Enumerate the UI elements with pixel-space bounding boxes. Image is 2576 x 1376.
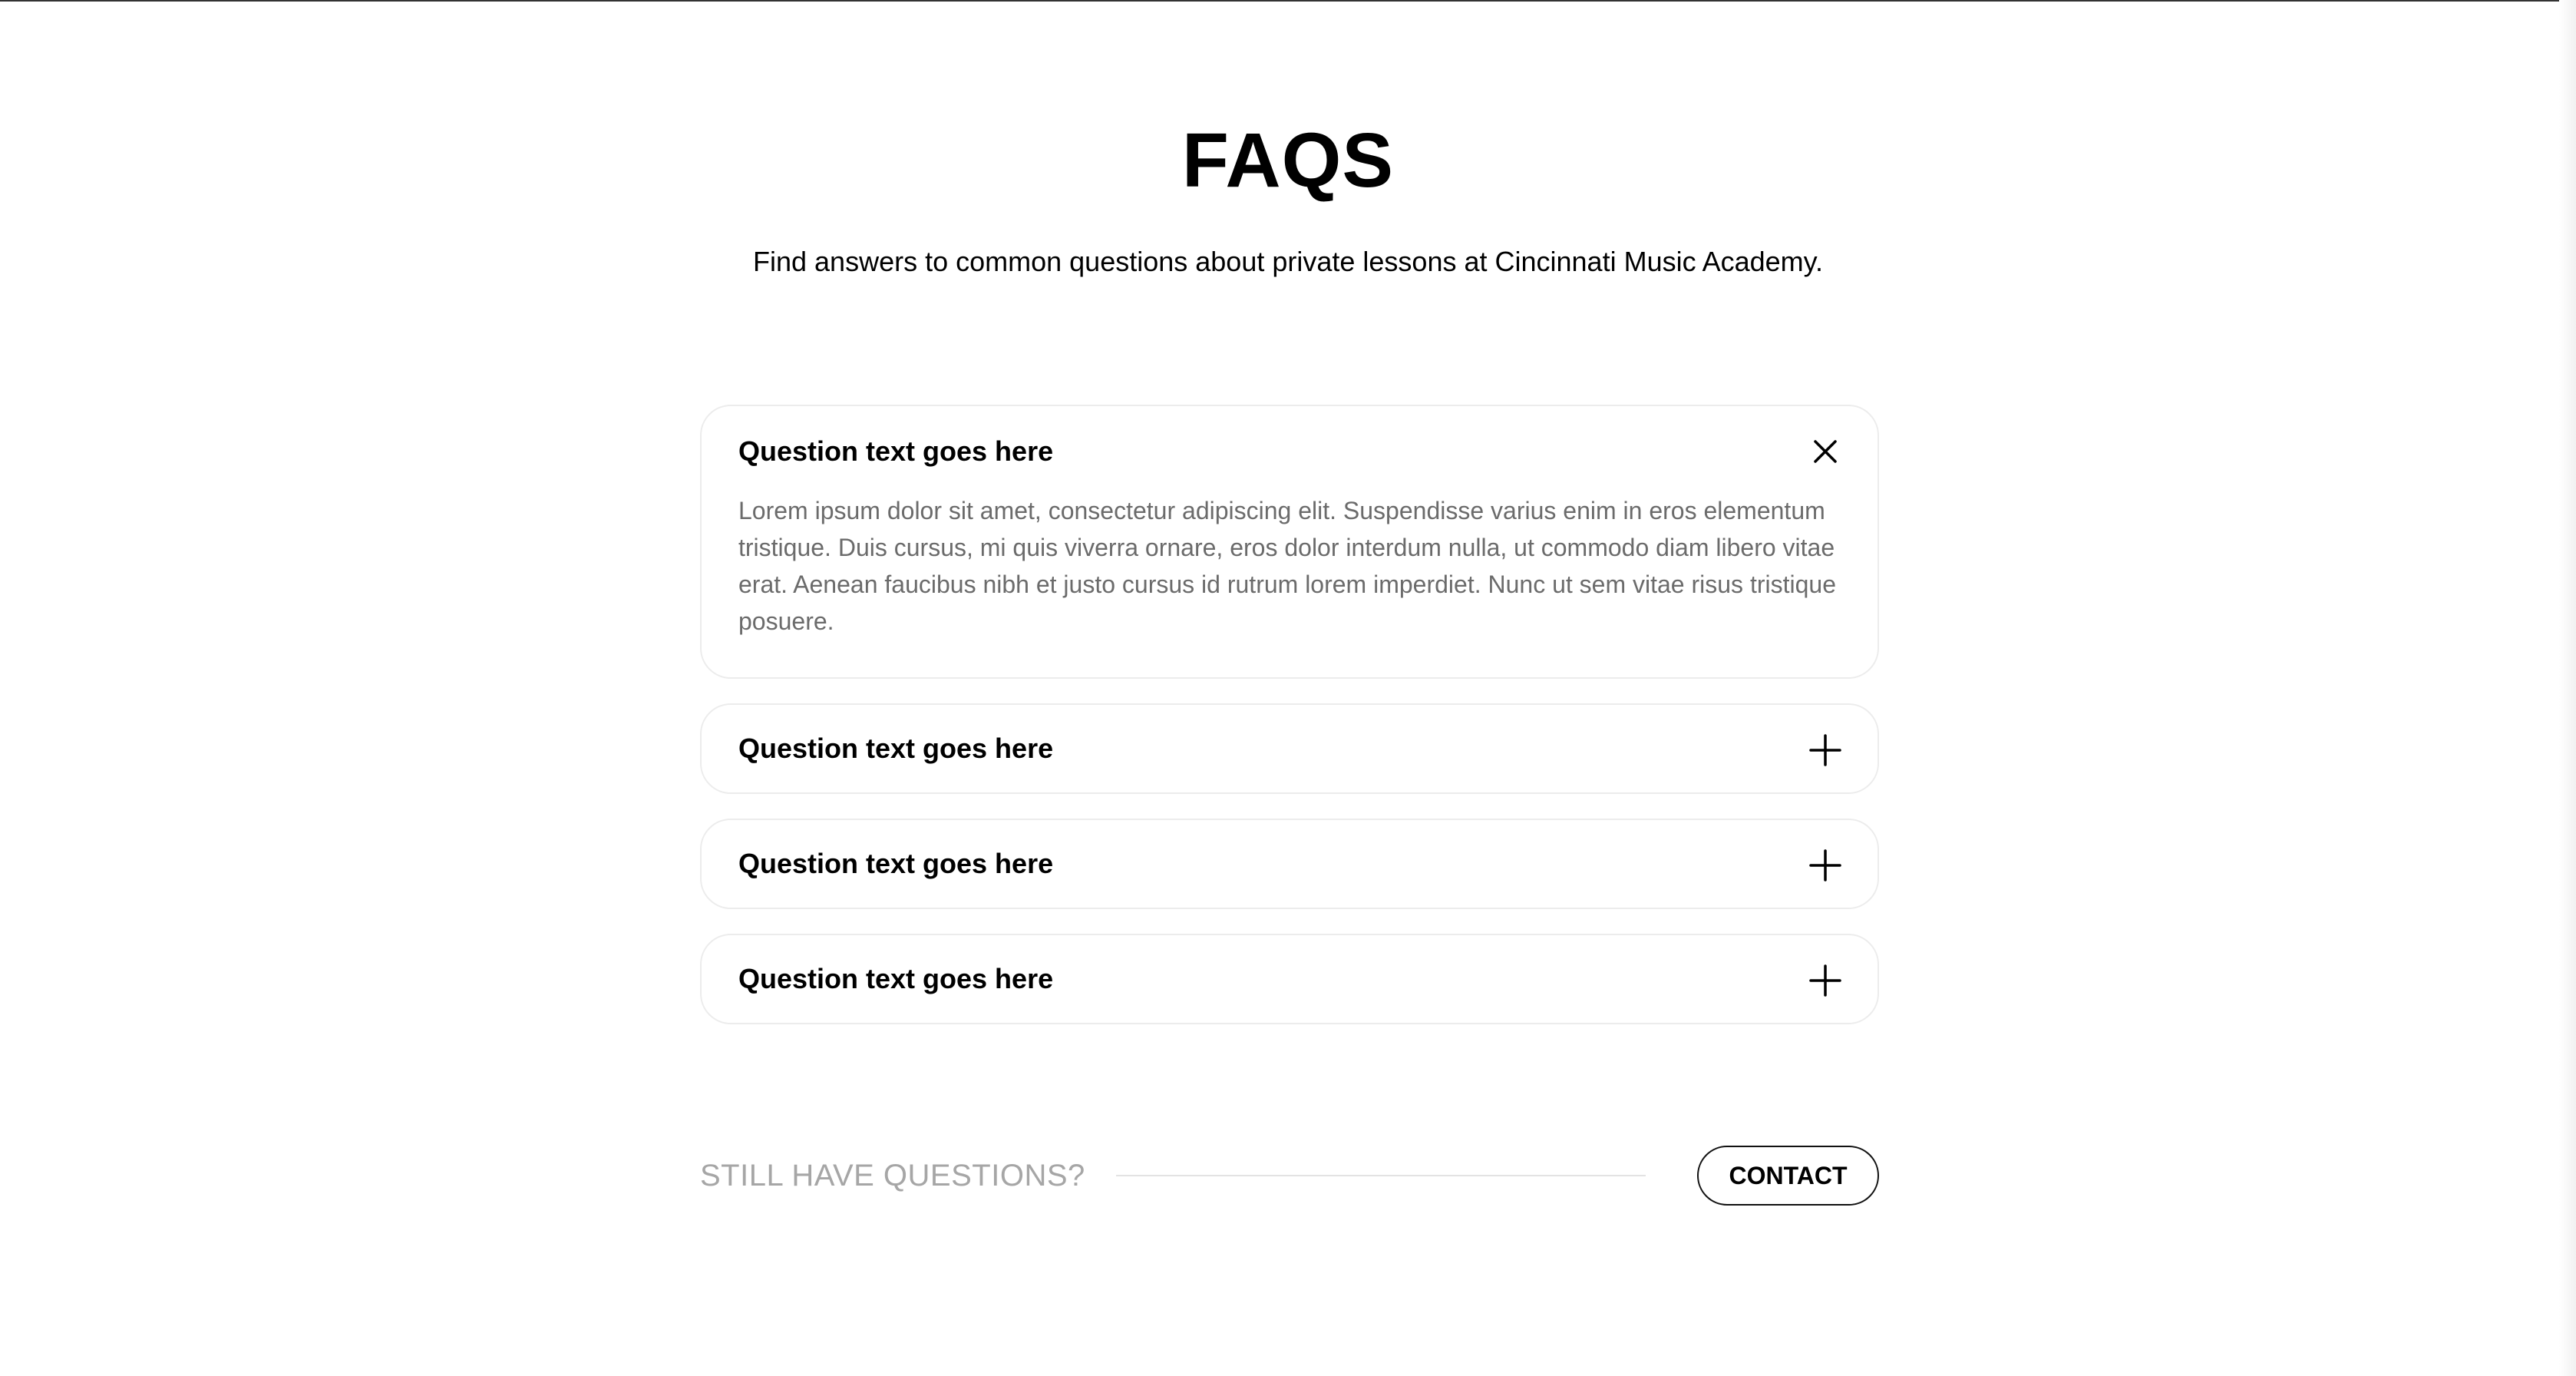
- top-border: [0, 0, 2576, 2]
- plus-icon[interactable]: [1801, 956, 1850, 1005]
- cta-text: STILL HAVE QUESTIONS?: [700, 1159, 1085, 1192]
- contact-cta: [700, 1146, 1879, 1206]
- page-subtitle: Find answers to common questions about private lessons at Cincinnati Music Academy.: [753, 246, 1823, 277]
- scrollbar-track: [2559, 0, 2576, 1376]
- faq-question[interactable]: Question text goes here: [738, 963, 1054, 994]
- page-title: FAQS: [1181, 117, 1395, 203]
- plus-icon[interactable]: [1801, 841, 1850, 890]
- faq-question[interactable]: Question text goes here: [738, 848, 1054, 879]
- faq-item-3[interactable]: [700, 819, 1879, 909]
- faq-item-4[interactable]: [700, 934, 1879, 1024]
- faq-item-2[interactable]: [700, 703, 1879, 794]
- plus-icon[interactable]: [1801, 726, 1850, 775]
- faq-question[interactable]: Question text goes here: [738, 435, 1054, 467]
- faq-question[interactable]: Question text goes here: [738, 733, 1054, 764]
- contact-button[interactable]: CONTACT: [1697, 1146, 1879, 1206]
- cta-divider: [1116, 1175, 1646, 1176]
- faq-item-1[interactable]: [700, 405, 1879, 679]
- faq-answer: Lorem ipsum dolor sit amet, consectetur adipiscing elit. Suspendisse varius enim in eros elementum tristique. Duis cursus, mi quis viverra ornare, eros dolor interdum nulla, ut commodo diam libero vitae erat. Aenean faucibus nibh et justo cursus id rutrum lorem imperdiet. Nunc ut sem vitae risus tristique posuere.: [738, 497, 1836, 635]
- close-icon[interactable]: [1801, 427, 1850, 476]
